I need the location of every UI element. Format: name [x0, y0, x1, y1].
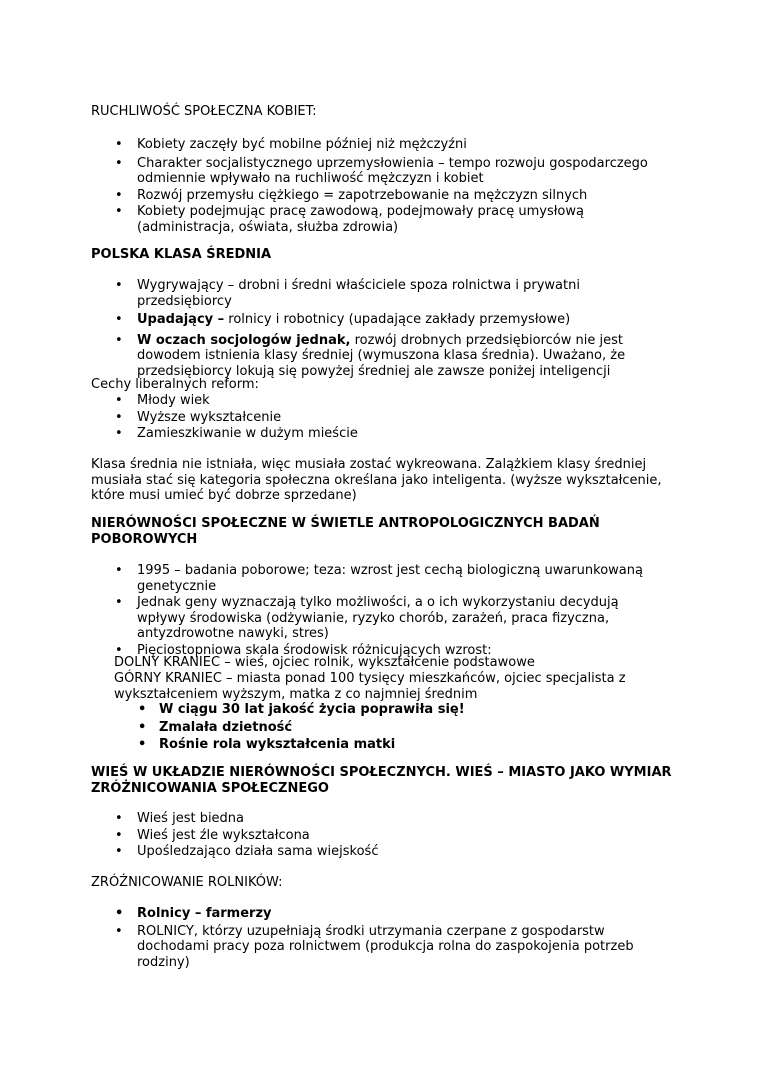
bullet-icon: •	[138, 737, 147, 752]
list-item: • W oczach socjologów jednak, rozwój drobnych przedsiębiorców nie jest dowodem istnienia klasy średniej (wymuszona klasa średnia). Uważano, że przedsiębiorcy lokują się powyżej średniej ale zawsze poniżej inteligencji	[115, 332, 626, 379]
klasa-list	[91, 278, 671, 379]
list-item: • Charakter socjalistycznego uprzemysłowienia – tempo rozwoju gospodarczego odmiennie wpływało na ruchliwość mężczyzn i kobiet	[115, 155, 648, 186]
section-heading-nierownosci: NIERÓWNOŚCI SPOŁECZNE W ŚWIETLE ANTROPOLOGICZNYCH BADAŃ POBOROWYCH	[91, 516, 600, 547]
bullet-icon: •	[115, 906, 124, 921]
list-item: • W ciągu 30 lat jakość życia poprawiła się!	[138, 702, 465, 717]
section-heading-klasa: POLSKA KLASA ŚREDNIA	[91, 247, 272, 262]
list-item: • Wieś jest źle wykształcona	[115, 827, 310, 843]
bullet-icon: •	[115, 563, 123, 578]
list-item: • Zmalała dzietność	[138, 719, 293, 735]
list-item: • Rozwój przemysłu ciężkiego = zapotrzebowanie na mężczyzn silnych	[115, 187, 588, 203]
bullet-icon: •	[115, 332, 123, 348]
list-item: • Upośledzająco działa sama wiejskość	[115, 844, 379, 859]
rolnicy-list	[91, 906, 671, 970]
nierownosci-sublist	[91, 702, 671, 753]
bullet-icon: •	[115, 923, 123, 939]
bullet-icon: •	[115, 204, 123, 219]
bullet-icon: •	[115, 595, 123, 610]
cechy-list	[91, 393, 671, 442]
list-item: • Upadający – rolnicy i robotnicy (upadające zakłady przemysłowe)	[115, 312, 571, 327]
bullet-icon: •	[115, 426, 123, 441]
bullet-icon: •	[115, 811, 123, 826]
bullet-icon: •	[138, 702, 147, 717]
list-item: • Zamieszkiwanie w dużym mieście	[115, 426, 358, 441]
bullet-icon: •	[115, 155, 123, 171]
bullet-icon: •	[115, 312, 123, 327]
list-item: • 1995 – badania poborowe; teza: wzrost jest cechą biologiczną uwarunkowaną genetycznie	[115, 563, 643, 594]
list-item: • Wieś jest biedna	[115, 811, 245, 826]
list-item: • ROLNICY, którzy uzupełniają środki utrzymania czerpane z gospodarstw dochodami pracy poza rolnictwem (produkcja rolna do zaspokojenia potrzeb rodziny)	[115, 923, 634, 970]
klasa-paragraph: Klasa średnia nie istniała, więc musiała zostać wykreowana. Zalążkiem klasy średniej musiała stać się kategoria społeczna określana jako inteligenta. (wyższe wykształcenie, które musi umieć być dobrze sprzedane)	[91, 457, 662, 503]
list-item: • Jednak geny wyznaczają tylko możliwości, a o ich wykorzystaniu decydują wpływy środowiska (odżywianie, ryzyko chorób, zarażeń, praca fizyczna, antyzdrowotne nawyki, stres)	[115, 595, 619, 641]
gorny-kraniec: GÓRNY KRANIEC – miasta ponad 100 tysięcy mieszkańców, ojciec specjalista z wykształceniem wyższym, matka z co najmniej średnim	[114, 671, 626, 702]
bullet-icon: •	[115, 844, 123, 859]
bullet-icon: •	[115, 642, 123, 658]
bullet-icon: •	[138, 719, 147, 735]
dolny-kraniec: DOLNY KRANIEC – wieś, ojciec rolnik, wykształcenie podstawowe	[114, 655, 535, 670]
list-item: • Wygrywający – drobni i średni właściciele spoza rolnictwa i prywatni przedsiębiorcy	[115, 278, 580, 309]
wies-list	[91, 811, 671, 860]
bullet-icon: •	[115, 827, 123, 843]
section-heading-wies: WIEŚ W UKŁADZIE NIERÓWNOŚCI SPOŁECZNYCH. WIEŚ – MIASTO JAKO WYMIAR ZRÓŻNICOWANIA SPOŁECZNEGO	[91, 765, 672, 796]
bullet-icon: •	[115, 393, 123, 408]
bullet-icon: •	[115, 187, 123, 203]
list-item: • Wyższe wykształcenie	[115, 409, 282, 425]
list-item: • Kobiety podejmując pracę zawodową, podejmowały pracę umysłową (administracja, oświata, służba zdrowia)	[115, 204, 584, 235]
list-item: • Rośnie rola wykształcenia matki	[138, 737, 396, 752]
list-item: • Rolnicy – farmerzy	[115, 906, 272, 921]
bullet-icon: •	[115, 278, 123, 293]
bullet-icon: •	[115, 409, 123, 425]
cechy-label: Cechy liberalnych reform:	[91, 377, 259, 392]
list-item: • Pięciostopniowa skala środowisk różnicujących wzrost:	[115, 642, 492, 658]
ruchliwosc-list	[91, 137, 671, 235]
nierownosci-list	[91, 563, 671, 658]
list-item: • Młody wiek	[115, 393, 210, 408]
bullet-icon: •	[115, 137, 123, 152]
list-item: • Kobiety zaczęły być mobilne później niż mężczyźni	[115, 137, 467, 152]
section-heading-rolnicy: ZRÓŻNICOWANIE ROLNIKÓW:	[91, 875, 283, 890]
section-heading-ruchliwosc: RUCHLIWOŚĆ SPOŁECZNA KOBIET:	[91, 104, 317, 119]
